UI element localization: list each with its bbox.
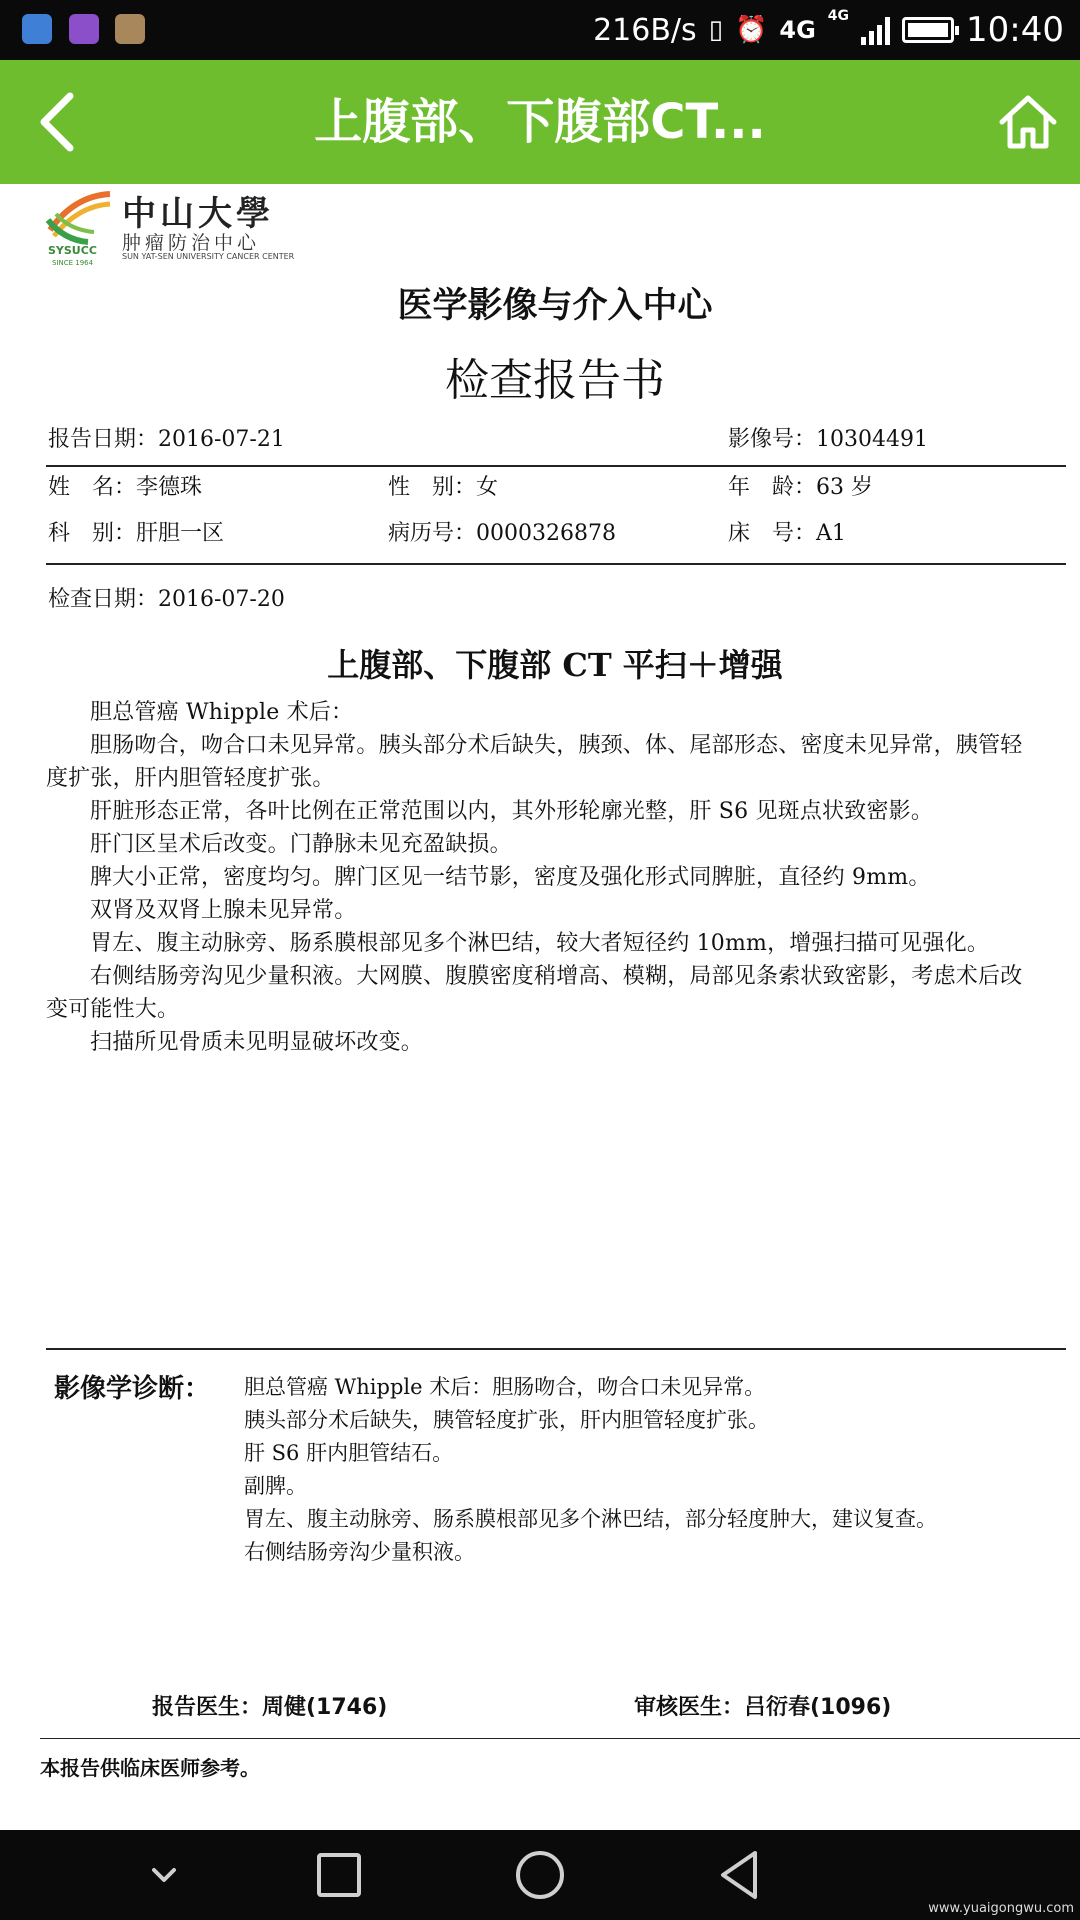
network-type: 4G (779, 16, 816, 44)
home-icon[interactable] (996, 90, 1060, 154)
image-number: 影像号：10304491 (728, 427, 928, 452)
alarm-icon: ⏰ (735, 15, 768, 45)
diagnosis-line: 胆总管癌 Whipple 术后：胆肠吻合，吻合口未见异常。 (244, 1375, 766, 1399)
finding-line: 肝脏形态正常，各叶比例在正常范围以内，其外形轮廓光整，肝 S6 见斑点状致密影。 (90, 799, 934, 824)
status-bar (0, 0, 1080, 60)
back-icon[interactable] (30, 88, 90, 156)
diagnosis-line: 胃左、腹主动脉旁、肠系膜根部见多个淋巴结，部分轻度肿大，建议复查。 (244, 1507, 937, 1531)
department-title: 医学影像与介入中心 (397, 286, 713, 326)
divider (46, 1348, 1066, 1350)
diagnosis-label: 影像学诊断： (54, 1374, 211, 1404)
divider (46, 563, 1066, 565)
patient-gender: 性 别：女 (388, 475, 499, 500)
reviewing-doctor: 审核医生：吕衍春(1096) (634, 1695, 892, 1720)
battery-icon (902, 17, 954, 43)
clock: 10:40 (966, 10, 1064, 50)
navigation-bar (0, 1830, 1080, 1920)
back-triangle-icon[interactable] (705, 1840, 775, 1910)
bed-number: 床 号：A1 (728, 521, 846, 546)
gallery-app-icon (69, 14, 99, 44)
diagnosis-line: 肝 S6 肝内胆管结石。 (244, 1441, 454, 1465)
logo-mark-icon (44, 190, 114, 246)
home-circle-icon[interactable] (505, 1840, 575, 1910)
diagnosis-line: 副脾。 (244, 1474, 307, 1498)
logo-name: 中山大學 (122, 194, 274, 234)
page-title: 上腹部、下腹部CT... (314, 94, 766, 150)
network-type-small: 4G (827, 8, 850, 24)
signal-icon (861, 15, 890, 45)
diagnosis-line: 胰头部分术后缺失，胰管轻度扩张，肝内胆管轻度扩张。 (244, 1408, 769, 1432)
watermark: www.yuaigongwu.com (928, 1901, 1074, 1916)
logo-subtitle: 肿瘤防治中心 (122, 232, 261, 254)
report-date: 报告日期：2016-07-21 (48, 427, 285, 452)
document-title: 检查报告书 (445, 355, 665, 406)
footer-note: 本报告供临床医师参考。 (40, 1756, 260, 1780)
exam-title: 上腹部、下腹部 CT 平扫＋增强 (327, 646, 783, 684)
finding-line: 扫描所见骨质未见明显破坏改变。 (90, 1030, 424, 1055)
diagnosis-line: 右侧结肠旁沟少量积液。 (244, 1540, 475, 1564)
recents-icon[interactable] (304, 1840, 374, 1910)
wallet-app-icon (115, 14, 145, 44)
health-app-icon (22, 14, 52, 44)
record-number: 病历号：0000326878 (388, 521, 616, 546)
finding-line: 右侧结肠旁沟见少量积液。大网膜、腹膜密度稍增高、模糊，局部见条索状致密影，考虑术后改变可能性大。 (46, 964, 1023, 1022)
vibrate-icon: ▯ (708, 15, 723, 45)
finding-line: 胃左、腹主动脉旁、肠系膜根部见多个淋巴结，较大者短径约 10mm，增强扫描可见强化。 (90, 931, 990, 956)
diagnosis-list (244, 1371, 1044, 1569)
finding-line: 胆总管癌 Whipple 术后： (90, 700, 354, 725)
divider (46, 465, 1066, 467)
patient-name: 姓 名：李德珠 (48, 475, 203, 500)
finding-line: 肝门区呈术后改变。门静脉未见充盈缺损。 (90, 832, 512, 857)
logo-english: SUN YAT-SEN UNIVERSITY CANCER CENTER (122, 252, 295, 261)
hospital-logo (44, 184, 295, 270)
exam-date: 检查日期：2016-07-20 (48, 587, 285, 612)
finding-line: 脾大小正常，密度均匀。脾门区见一结节影，密度及强化形式同脾脏，直径约 9mm。 (90, 865, 931, 890)
department-field: 科 别：肝胆一区 (48, 521, 225, 546)
logo-abbr: SYSUCC (48, 244, 97, 257)
patient-age: 年 龄：63 岁 (728, 475, 873, 500)
hide-nav-icon[interactable] (129, 1840, 199, 1910)
finding-line: 双肾及双肾上腺未见异常。 (90, 898, 357, 923)
logo-since: SINCE 1964 (52, 259, 94, 267)
report-document (0, 184, 1080, 1830)
findings-section (46, 696, 1036, 1059)
reporting-doctor: 报告医生：周健(1746) (152, 1695, 388, 1720)
net-speed: 216B/s (593, 12, 697, 48)
finding-line: 胆肠吻合，吻合口未见异常。胰头部分术后缺失，胰颈、体、尾部形态、密度未见异常，胰管轻度扩张，肝内胆管轻度扩张。 (46, 733, 1023, 791)
title-bar (0, 60, 1080, 184)
divider (40, 1738, 1080, 1739)
